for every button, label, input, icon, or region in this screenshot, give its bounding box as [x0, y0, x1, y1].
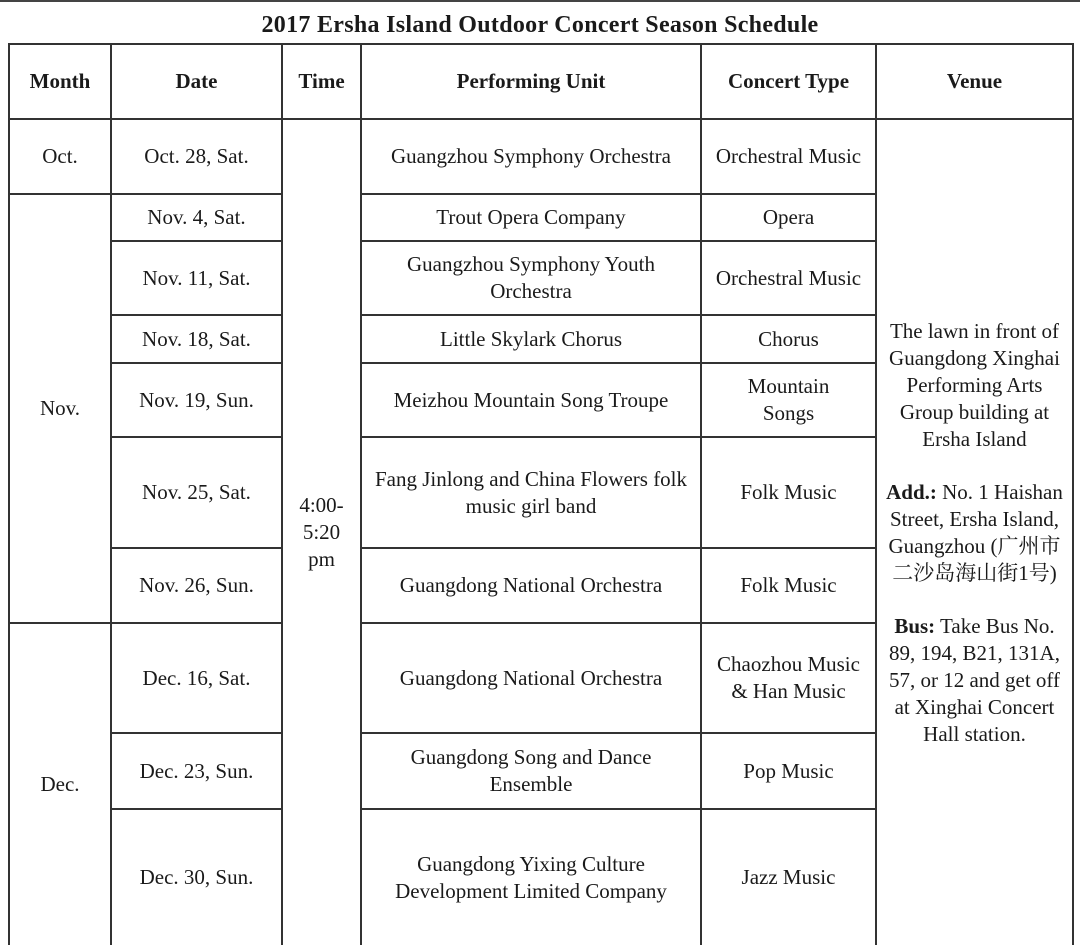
date-cell: Nov. 19, Sun.	[111, 363, 282, 437]
date-cell: Oct. 28, Sat.	[111, 119, 282, 194]
date-cell: Dec. 30, Sun.	[111, 809, 282, 945]
month-cell: Oct.	[9, 119, 111, 194]
header-concert-type: Concert Type	[701, 44, 876, 119]
date-cell: Nov. 4, Sat.	[111, 194, 282, 241]
header-date: Date	[111, 44, 282, 119]
unit-cell: Trout Opera Company	[361, 194, 701, 241]
header-performing-unit: Performing Unit	[361, 44, 701, 119]
type-cell: Orchestral Music	[701, 119, 876, 194]
address-label: Add.:	[886, 479, 937, 504]
month-cell: Dec.	[9, 623, 111, 945]
date-cell: Nov. 18, Sat.	[111, 315, 282, 363]
time-cell	[282, 119, 361, 945]
top-rule	[0, 0, 1080, 2]
venue-cell	[876, 119, 1073, 945]
type-cell: Orchestral Music	[701, 241, 876, 315]
type-cell: Opera	[701, 194, 876, 241]
header-month: Month	[9, 44, 111, 119]
venue-place: The lawn in front of Guangdong Xinghai Performing Arts Group building at Ersha Island	[889, 318, 1060, 451]
date-cell: Nov. 25, Sat.	[111, 437, 282, 548]
header-row	[9, 44, 1073, 119]
venue-address	[883, 479, 1066, 587]
type-cell: Folk Music	[701, 437, 876, 548]
type-cell: Mountain Songs	[701, 363, 876, 437]
unit-cell: Guangzhou Symphony Orchestra	[361, 119, 701, 194]
venue-bus	[883, 613, 1066, 748]
unit-cell: Guangdong Yixing Culture Development Limited Company	[361, 809, 701, 945]
unit-cell: Meizhou Mountain Song Troupe	[361, 363, 701, 437]
header-time: Time	[282, 44, 361, 119]
unit-cell: Guangdong National Orchestra	[361, 548, 701, 623]
date-cell: Nov. 11, Sat.	[111, 241, 282, 315]
address-text: No. 1 Haishan Street, Ersha Island, Guangzhou (广州市二沙岛海山街1号)	[888, 479, 1063, 585]
unit-cell: Guangdong Song and Dance Ensemble	[361, 733, 701, 809]
header-venue: Venue	[876, 44, 1073, 119]
type-cell: Pop Music	[701, 733, 876, 809]
type-cell: Jazz Music	[701, 809, 876, 945]
unit-cell: Fang Jinlong and China Flowers folk music girl band	[361, 437, 701, 548]
type-cell: Folk Music	[701, 548, 876, 623]
table-row	[9, 119, 1073, 194]
unit-cell: Guangdong National Orchestra	[361, 623, 701, 733]
date-cell: Nov. 26, Sun.	[111, 548, 282, 623]
type-cell: Chaozhou Music & Han Music	[701, 623, 876, 733]
bus-label: Bus:	[894, 613, 936, 638]
date-cell: Dec. 16, Sat.	[111, 623, 282, 733]
page-title: 2017 Ersha Island Outdoor Concert Season Schedule	[261, 12, 819, 38]
schedule-table	[8, 43, 1074, 945]
bus-text: Take Bus No. 89, 194, B21, 131A, 57, or 12 and get off at Xinghai Concert Hall station.	[888, 613, 1061, 746]
month-cell: Nov.	[9, 194, 111, 623]
unit-cell: Guangzhou Symphony Youth Orchestra	[361, 241, 701, 315]
type-cell: Chorus	[701, 315, 876, 363]
unit-cell: Little Skylark Chorus	[361, 315, 701, 363]
time-text: 4:00-5:20 pm	[299, 493, 344, 571]
date-cell: Dec. 23, Sun.	[111, 733, 282, 809]
